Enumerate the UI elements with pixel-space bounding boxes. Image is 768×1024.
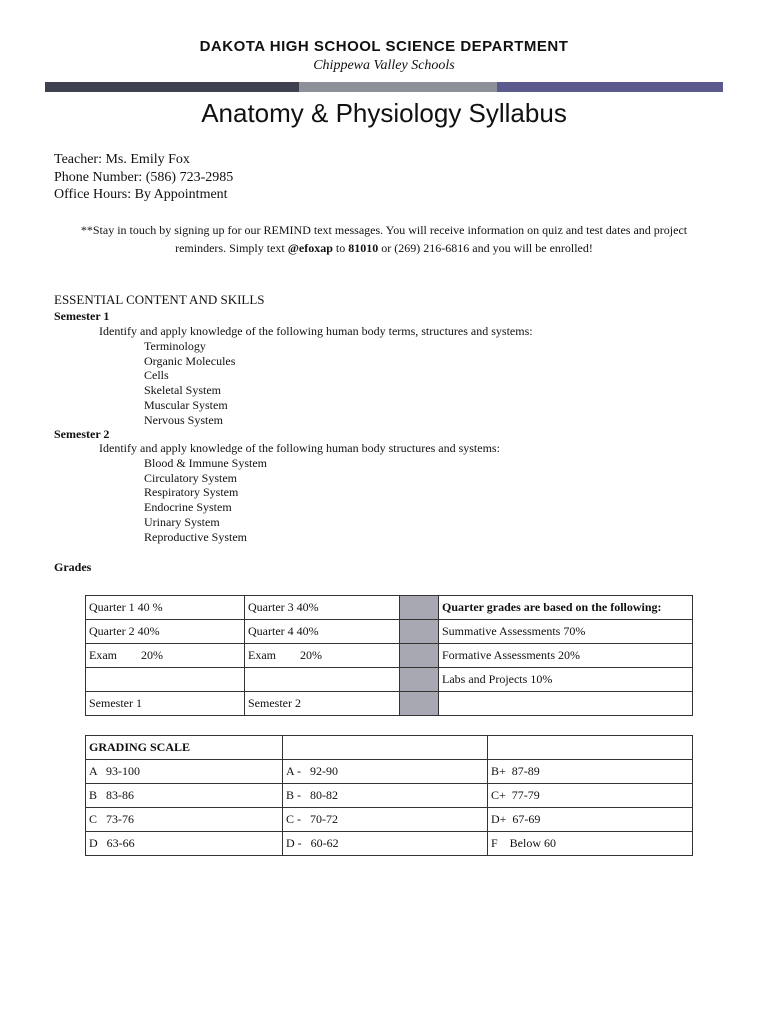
table-cell: Labs and Projects 10%: [439, 668, 693, 692]
essential-content-heading: ESSENTIAL CONTENT AND SKILLS: [54, 292, 265, 307]
table-header-cell: [488, 736, 693, 760]
header-rule-purple: [497, 82, 723, 92]
remind-text-c: or (269) 216-6816 and you will be enrolled!: [378, 241, 593, 255]
table-row: [86, 784, 693, 808]
topic-item: Terminology: [144, 339, 206, 353]
table-cell: F Below 60: [488, 832, 693, 856]
shaded-cell: [400, 644, 439, 668]
shaded-cell: [400, 668, 439, 692]
topic-item: Nervous System: [144, 412, 223, 427]
semester-2-heading: Semester 2: [54, 427, 110, 441]
table-cell: D+ 67-69: [488, 808, 693, 832]
shaded-cell: [400, 692, 439, 716]
table-row: [86, 644, 693, 668]
table-row: [86, 620, 693, 644]
table-row: [86, 832, 693, 856]
header-rule-dark: [45, 82, 299, 92]
topic-item: Reproductive System: [144, 529, 247, 544]
table-cell: B+ 87-89: [488, 760, 693, 784]
table-cell: Summative Assessments 70%: [439, 620, 693, 644]
table-cell: Quarter 3 40%: [245, 596, 400, 620]
table-cell: Semester 2: [245, 692, 400, 716]
topic-item: Urinary System: [144, 514, 220, 529]
semester-1-intro: Identify and apply knowledge of the following human body terms, structures and systems:: [99, 324, 533, 338]
table-cell: C 73-76: [86, 808, 283, 832]
table-cell: Exam 20%: [86, 644, 245, 668]
semester-1-topics: [144, 339, 235, 427]
teacher-name: Teacher: Ms. Emily Fox: [54, 152, 190, 167]
table-cell: D - 60-62: [283, 832, 488, 856]
table-row: [86, 760, 693, 784]
shaded-cell: [400, 596, 439, 620]
contact-block: [54, 151, 233, 204]
table-cell: Formative Assessments 20%: [439, 644, 693, 668]
semester-1-heading: Semester 1: [54, 309, 110, 323]
remind-number: 81010: [348, 241, 379, 255]
topic-item: Endocrine System: [144, 500, 232, 515]
table-cell: Quarter 2 40%: [86, 620, 245, 644]
topic-item: Respiratory System: [144, 485, 239, 500]
table-cell: Quarter grades are based on the following:: [439, 596, 693, 620]
table-row: [86, 808, 693, 832]
district-name: Chippewa Valley Schools: [313, 58, 455, 73]
topic-item: Muscular System: [144, 397, 228, 412]
table-row: [86, 668, 693, 692]
office-hours: Office Hours: By Appointment: [54, 187, 228, 202]
table-cell: B - 80-82: [283, 784, 488, 808]
table-cell: Exam 20%: [245, 644, 400, 668]
table-cell: C+ 77-79: [488, 784, 693, 808]
grades-heading: Grades: [54, 560, 92, 574]
topic-item: Skeletal System: [144, 383, 221, 398]
grading-scale-table: [85, 735, 693, 856]
semester-2-topics: [144, 456, 267, 544]
table-header-row: [86, 736, 693, 760]
topic-item: Blood & Immune System: [144, 456, 267, 470]
table-cell: C - 70-72: [283, 808, 488, 832]
table-cell: A - 92-90: [283, 760, 488, 784]
table-row: [86, 692, 693, 716]
table-cell: D 63-66: [86, 832, 283, 856]
table-cell: Quarter 1 40 %: [86, 596, 245, 620]
table-cell: Quarter 4 40%: [245, 620, 400, 644]
department-heading: DAKOTA HIGH SCHOOL SCIENCE DEPARTMENT: [199, 38, 569, 55]
grade-weights-table: [85, 595, 693, 716]
remind-note: [54, 221, 714, 257]
table-cell: [245, 668, 400, 692]
remind-text-a: **Stay in touch by signing up for our REMIND text messages. You will receive information on quiz and test dates and project reminders. Simply text: [80, 223, 688, 255]
table-cell: B 83-86: [86, 784, 283, 808]
table-cell: A 93-100: [86, 760, 283, 784]
header-rule-gray: [299, 82, 497, 92]
semester-2-intro: Identify and apply knowledge of the following human body structures and systems:: [99, 441, 500, 455]
remind-text-b: to: [332, 241, 349, 255]
topic-item: Circulatory System: [144, 470, 237, 485]
table-header-cell: [283, 736, 488, 760]
phone-number: Phone Number: (586) 723-2985: [54, 169, 234, 185]
topic-item: Organic Molecules: [144, 353, 236, 368]
table-cell: Semester 1: [86, 692, 245, 716]
remind-code: @efoxap: [287, 241, 333, 255]
table-cell: [439, 692, 693, 716]
table-header-cell: GRADING SCALE: [86, 736, 283, 760]
topic-item: Cells: [144, 368, 169, 383]
table-cell: [86, 668, 245, 692]
page-title: Anatomy & Physiology Syllabus: [201, 98, 567, 128]
shaded-cell: [400, 620, 439, 644]
table-row: [86, 596, 693, 620]
